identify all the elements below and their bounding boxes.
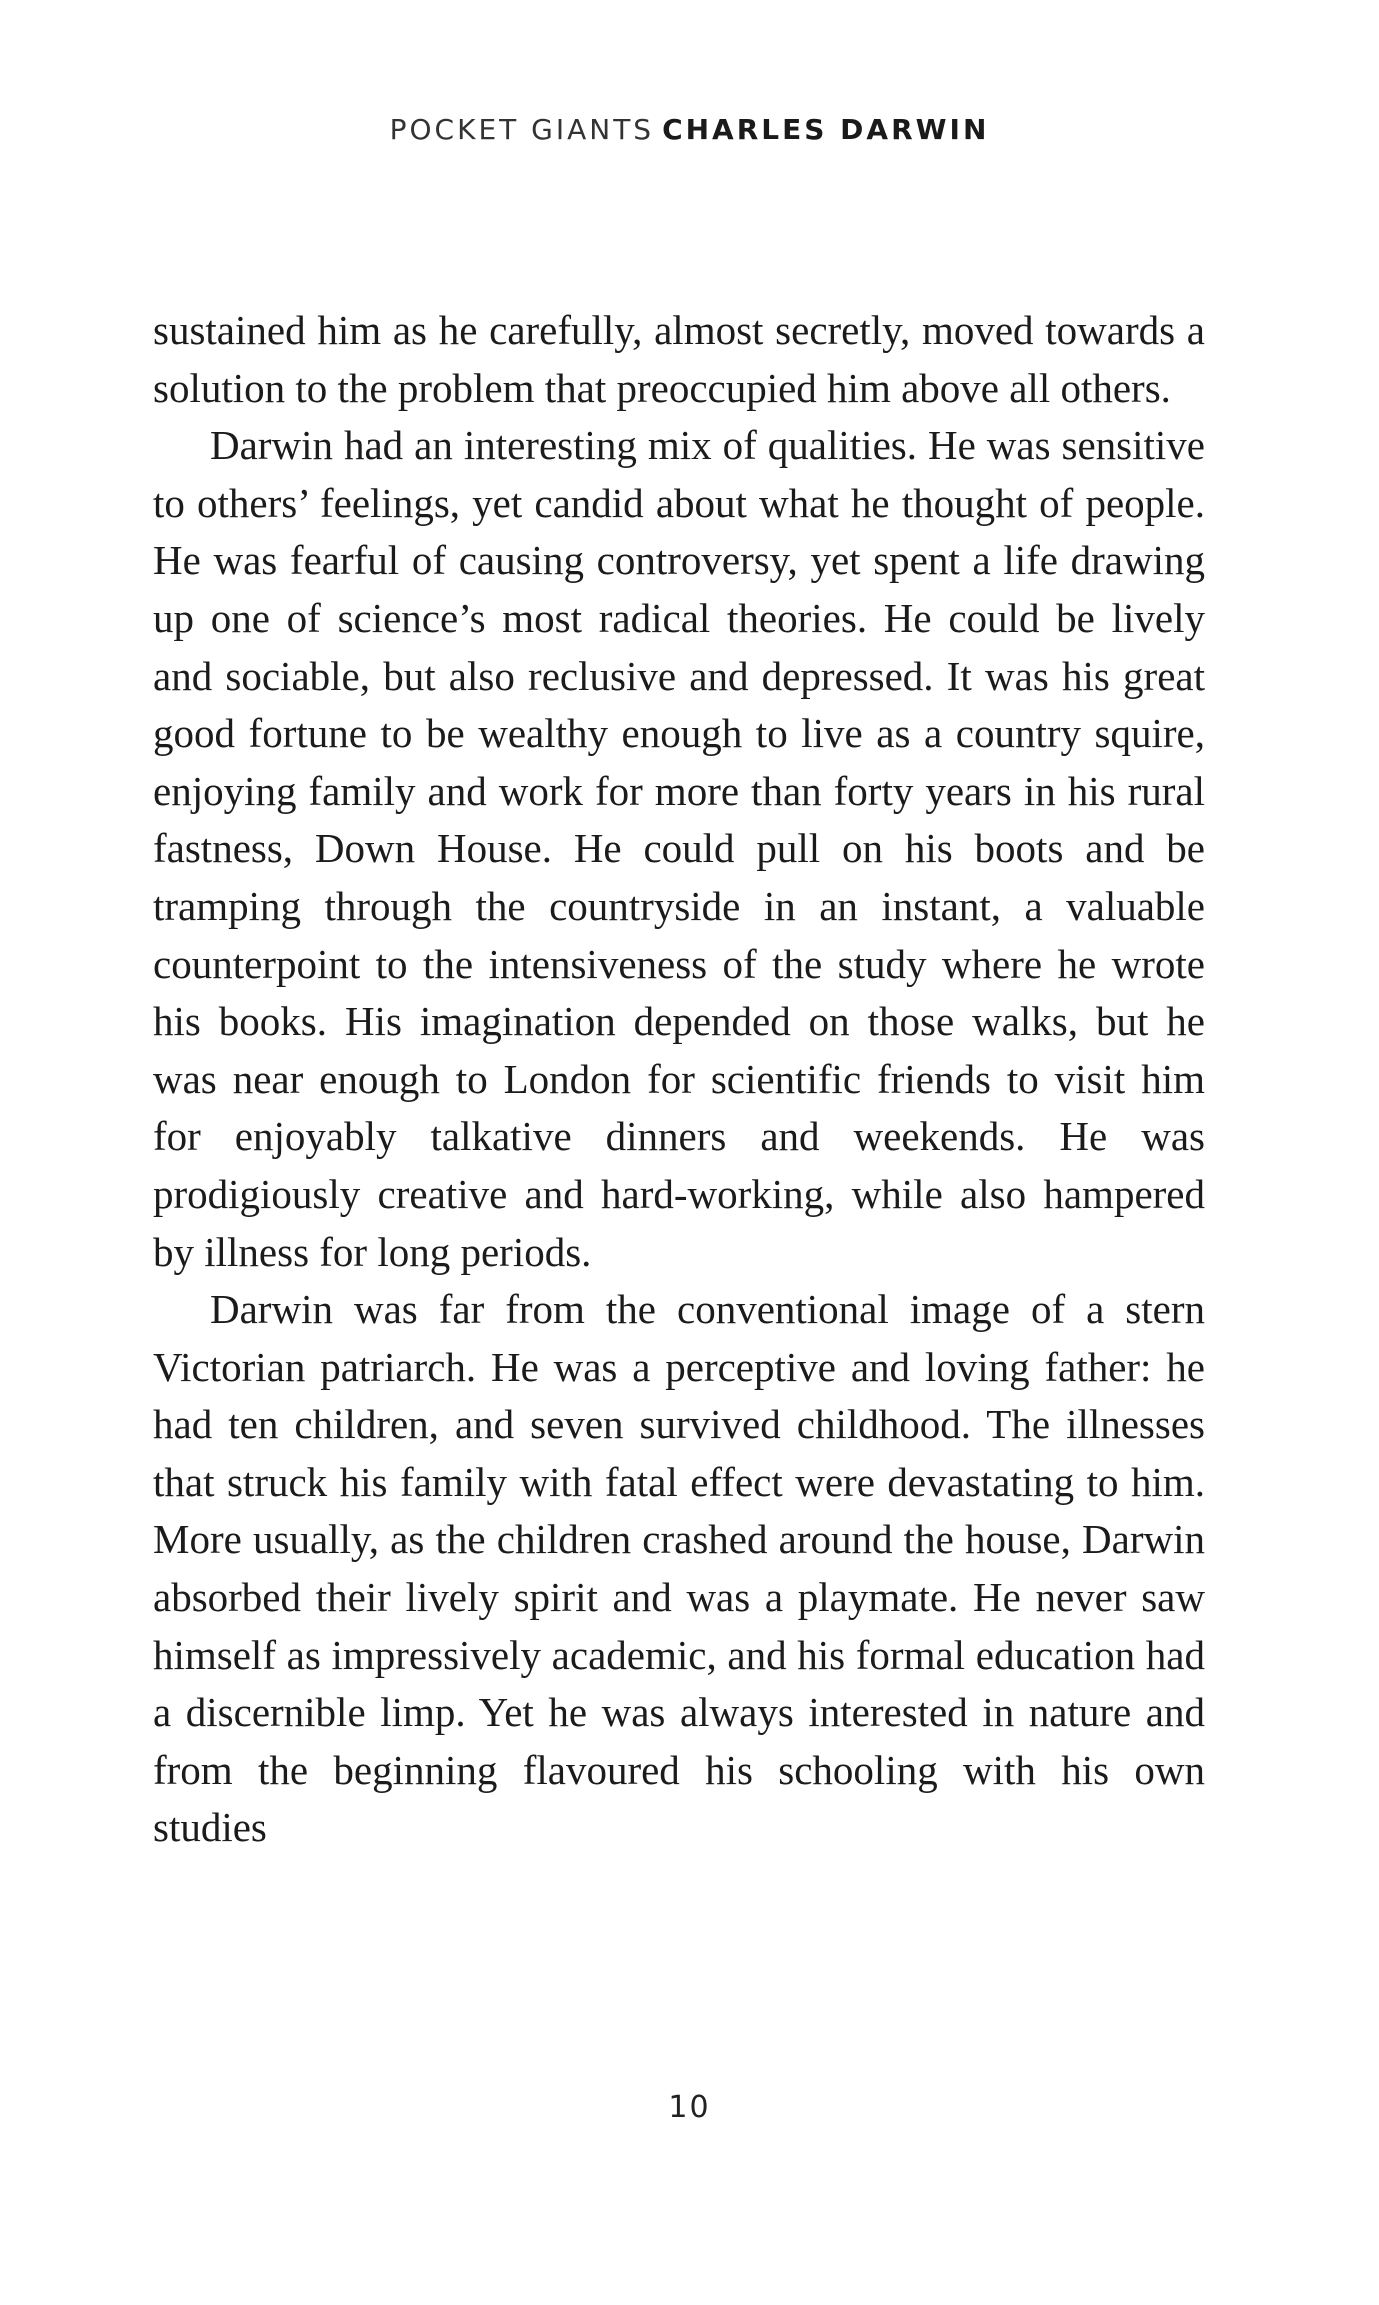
- page-number: 10: [668, 2090, 711, 2125]
- book-subject-title: CHARLES DARWIN: [662, 113, 990, 146]
- series-title: POCKET GIANTS: [389, 113, 655, 146]
- running-head: [0, 113, 1379, 146]
- paragraph: Darwin had an interesting mix of qualities. He was sensitive to others’ feelings, yet candid about what he thought of people. He was fearful of causing controversy, yet spent a life drawing up one of science’s most radical theories. He could be lively and sociable, but also reclusive and depressed. It was his great good fortune to be wealthy enough to live as a country squire, enjoying family and work for more than forty years in his rural fastness, Down House. He could pull on his boots and be tramping through the countryside in an instant, a valuable counterpoint to the intensiveness of the study where he wrote his books. His imagination depended on those walks, but he was near enough to London for scientific friends to visit him for enjoyably talkative dinners and weekends. He was prodigiously creative and hard-working, while also hampered by illness for long periods.: [153, 422, 1205, 1275]
- body-text: [153, 302, 1205, 1857]
- paragraph-continued: sustained him as he carefully, almost secretly, moved towards a solution to the problem that preoccupied him above all others.: [153, 307, 1205, 411]
- paragraph: Darwin was far from the conventional image of a stern Victorian patriarch. He was a perceptive and loving father: he had ten children, and seven survived childhood. The illnesses that struck his family with fatal effect were devastating to him. More usually, as the children crashed around the house, Darwin absorbed their lively spirit and was a playmate. He never saw himself as impressively academic, and his formal education had a discernible limp. Yet he was always interested in nature and from the beginning flavoured his schooling with his own studies: [153, 1286, 1205, 1851]
